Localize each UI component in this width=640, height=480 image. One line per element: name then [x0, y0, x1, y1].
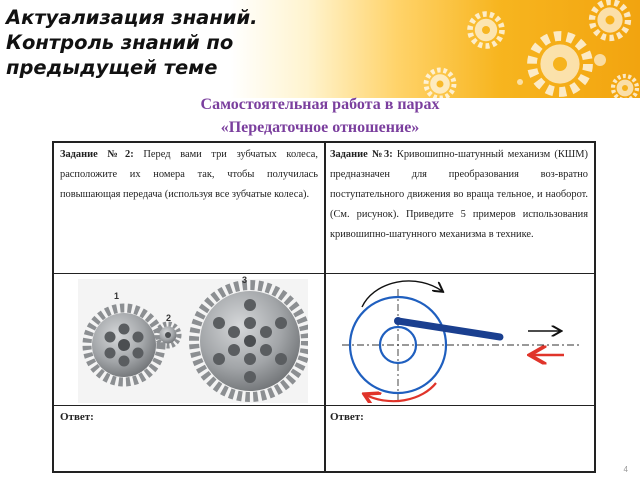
page-number: 4	[623, 465, 628, 474]
gear-3-icon	[194, 285, 306, 397]
task2-text: Перед вами три зубчатых колеса, расположите их номера так, чтобы получилась повышающая передача (используя все зубчатые колеса).	[60, 149, 319, 200]
task3-text: Кривошипно-шатунный механизм (КШМ) предназначен для преобразования воз-вратно поступательного движения во враща тельное, и наоборот. (См. рисунок). Приведите 5 примеров использования кривошипно-шатунного механизма в технике.	[330, 149, 588, 240]
table-divider-vertical	[324, 141, 326, 473]
subtitle-line-1: Самостоятельная работа в парах	[200, 96, 440, 113]
task2-answer-label: Ответ:	[60, 411, 94, 423]
task2-cell	[60, 145, 318, 205]
task3-heading: Задание №3:	[330, 149, 393, 160]
table-border-left	[52, 141, 54, 473]
gear-label-3: 3	[242, 275, 248, 285]
table-divider-answers	[52, 405, 596, 406]
gear-label-1: 1	[114, 291, 120, 301]
task2-heading: Задание №2:	[60, 149, 134, 160]
table-divider-task3	[325, 273, 595, 274]
table-divider-task2	[52, 273, 325, 274]
slide-title: Актуализация знаний. Контроль знаний по предыдущей теме	[6, 6, 258, 79]
task3-answer-label: Ответ:	[330, 411, 364, 423]
task3-cell	[330, 145, 588, 245]
table-border-right	[594, 141, 596, 473]
crank-mechanism-diagram	[332, 277, 588, 403]
subtitle-line-2: «Передаточное отношение»	[220, 119, 420, 136]
gears-photo	[78, 279, 308, 403]
header-banner	[0, 0, 640, 98]
worksheet-table	[52, 141, 596, 473]
gear-label-2: 2	[166, 313, 172, 323]
